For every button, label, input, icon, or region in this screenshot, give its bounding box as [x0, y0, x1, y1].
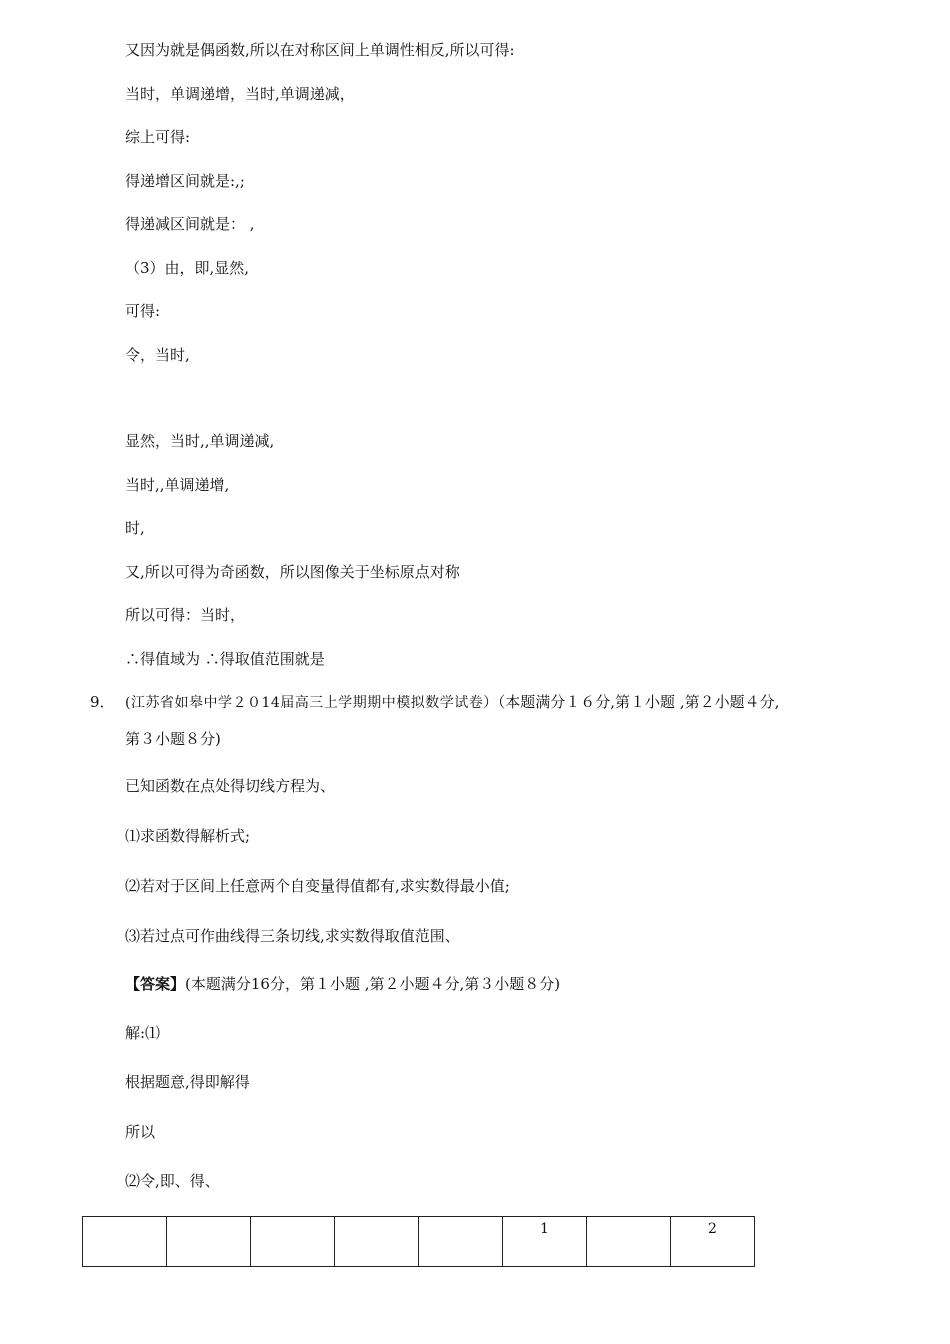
- table-cell: [167, 1217, 251, 1267]
- table-cell: [83, 1217, 167, 1267]
- text-line: 得递减区间就是： ,: [125, 215, 255, 233]
- answer-label: 【答案】: [125, 975, 186, 993]
- solution-line: 根据题意,得即解得: [125, 1073, 250, 1091]
- text-line: 可得:: [125, 302, 161, 320]
- text-line: 又,所以可得为奇函数，所以图像关于坐标原点对称: [125, 563, 460, 581]
- solution-line: 所以: [125, 1123, 156, 1141]
- table-cell: [335, 1217, 419, 1267]
- text-line: 当时，单调递增，当时,单调递减，: [125, 85, 355, 103]
- solution-line: 解:⑴: [125, 1024, 161, 1042]
- table-cell: 1: [503, 1217, 587, 1267]
- text-line: 显然，当时,,单调递减,: [125, 432, 275, 450]
- question-header: [125, 692, 779, 713]
- text-line: 得递增区间就是:,;: [125, 172, 245, 190]
- text-line: 又因为就是偶函数,所以在对称区间上单调性相反,所以可得:: [125, 41, 515, 59]
- sign-table: [82, 1216, 755, 1267]
- table-cell: [587, 1217, 671, 1267]
- table-cell: [419, 1217, 503, 1267]
- text-line: 所以可得：当时，: [125, 606, 246, 624]
- question-number: 9．: [90, 693, 115, 711]
- text-line: 当时,,单调递增,: [125, 476, 230, 494]
- question-part-3: ⑶若过点可作曲线得三条切线,求实数得取值范围、: [125, 927, 460, 945]
- question-score-cont: 第３小题８分): [125, 730, 221, 748]
- question-score: （本题满分１６分,第１小题 ,第２小题４分,: [497, 693, 780, 711]
- question-stem: 已知函数在点处得切线方程为、: [125, 777, 336, 795]
- text-line: ∴得值域为 ∴得取值范围就是: [125, 650, 325, 668]
- solution-line: ⑵令,即、得、: [125, 1172, 220, 1190]
- table-cell: 2: [671, 1217, 755, 1267]
- question-source: (江苏省如皋中学２０14届高三上学期期中模拟数学试卷）: [125, 695, 498, 711]
- text-line: 时,: [125, 519, 145, 537]
- answer-header: [125, 974, 560, 994]
- text-line: 令，当时,: [125, 346, 190, 364]
- table-cell: [251, 1217, 335, 1267]
- text-line: 综上可得:: [125, 128, 191, 146]
- question-part-2: ⑵若对于区间上任意两个自变量得值都有,求实数得最小值;: [125, 877, 510, 895]
- answer-score: (本题满分16分，第１小题 ,第２小题４分,第３小题８分): [185, 975, 561, 993]
- question-part-1: ⑴求函数得解析式;: [125, 827, 251, 845]
- text-line: （3）由，即,显然,: [125, 259, 250, 277]
- table-row: [83, 1217, 755, 1267]
